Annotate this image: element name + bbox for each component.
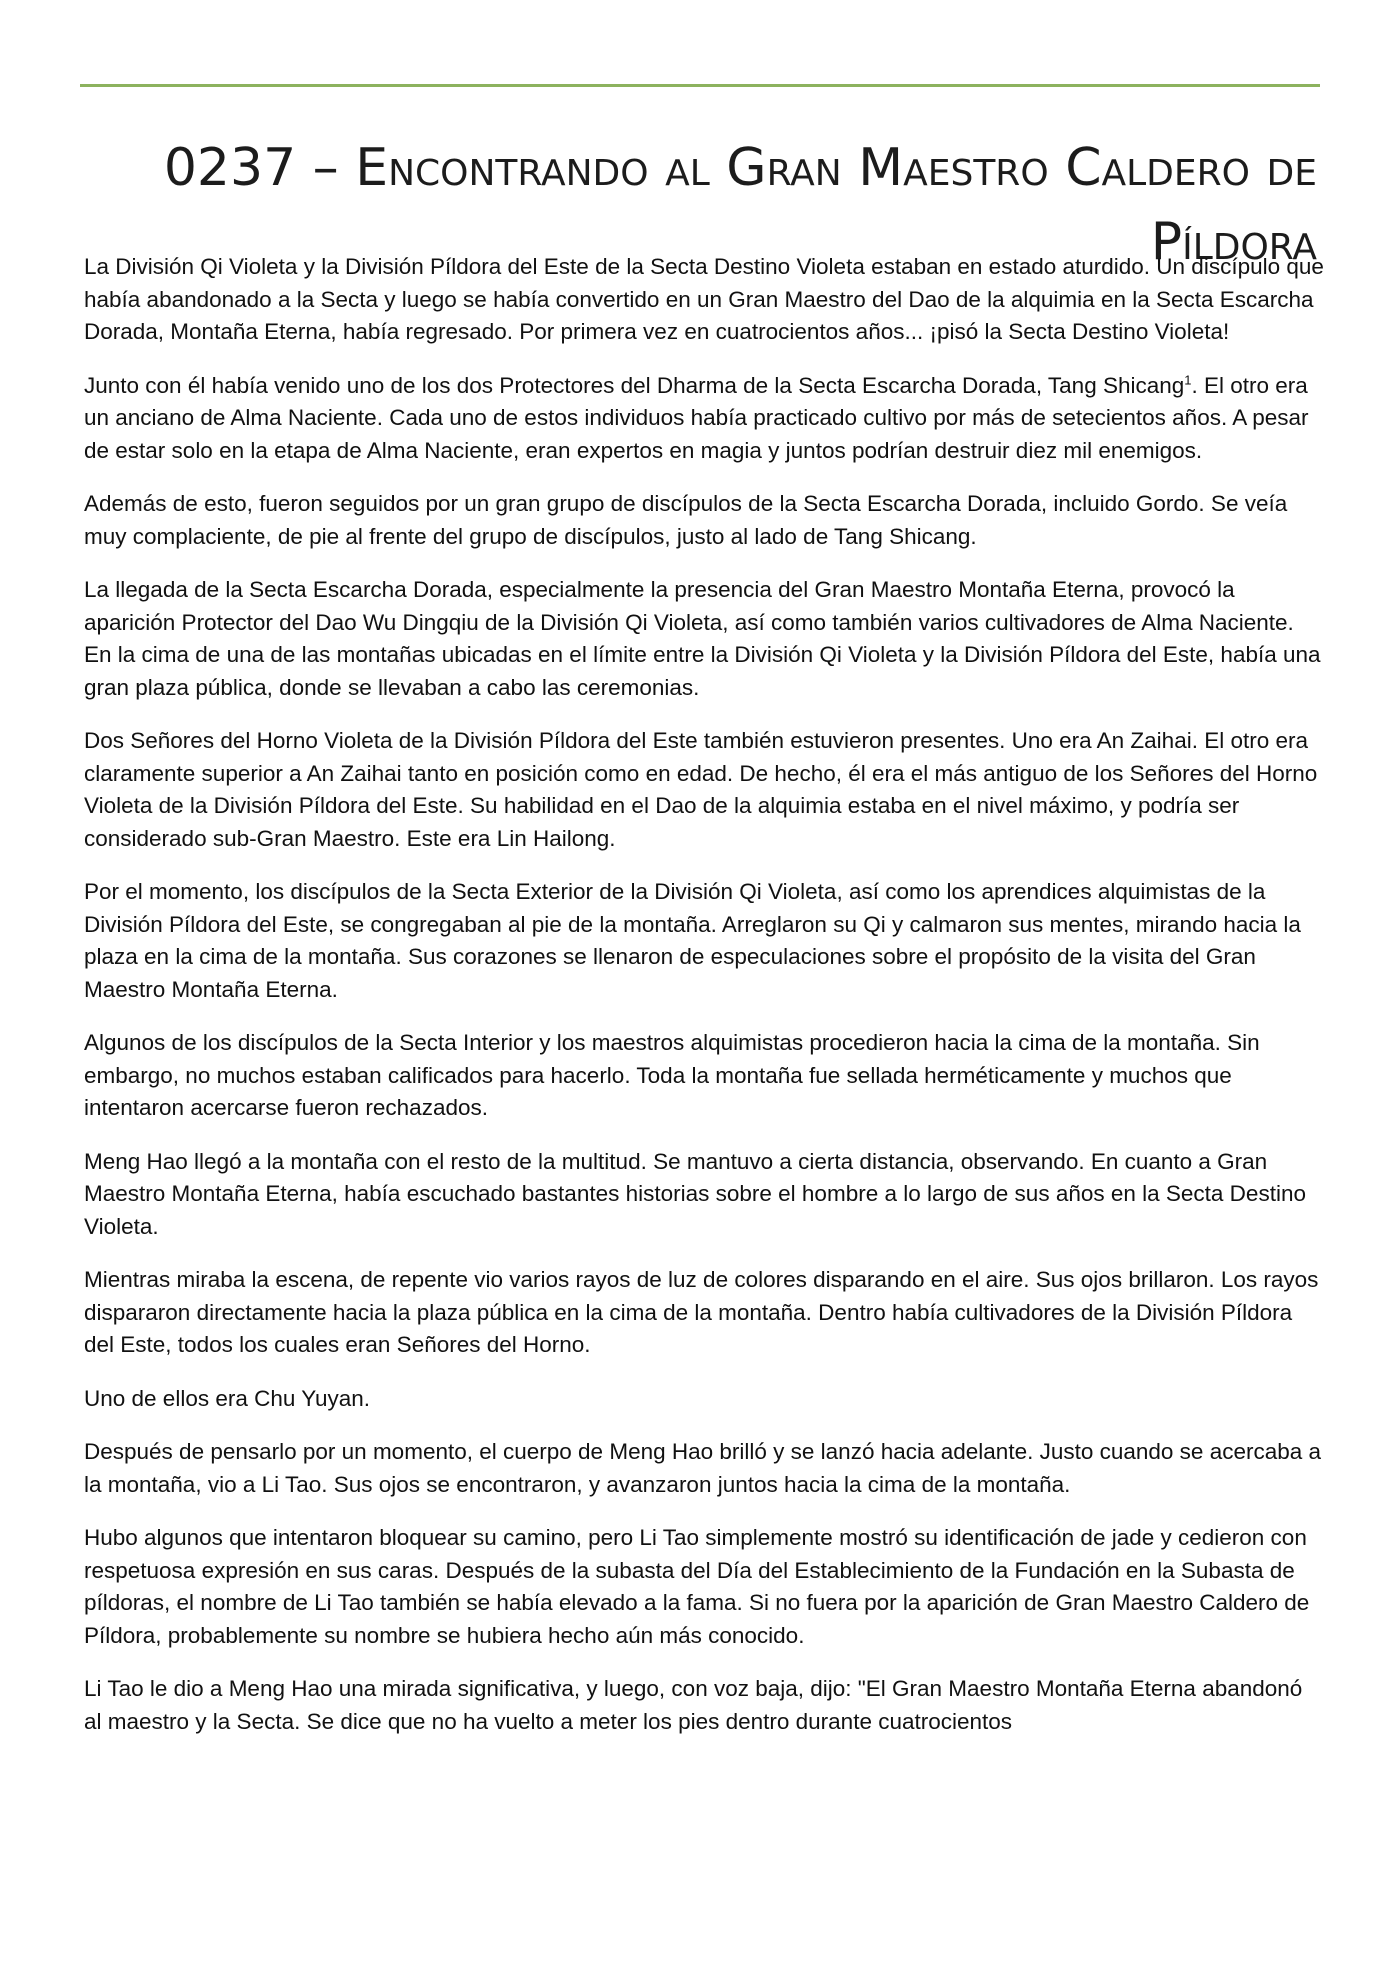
paragraph-text: . El otro era un anciano de Alma Naciente. Cada uno de estos individuos había practicado cultivo por más de setecientos años. A pesar de estar solo en la etapa de Alma Naciente, eran expertos en magia y juntos podrían destruir diez mil enemigos. bbox=[84, 372, 1309, 463]
header-rule bbox=[80, 84, 1320, 87]
paragraph: Después de pensarlo por un momento, el cuerpo de Meng Hao brilló y se lanzó hacia adelante. Justo cuando se acercaba a la montaña, vio a Li Tao. Sus ojos se encontraron, y avanzaron juntos hacia la cima de la montaña. bbox=[84, 1439, 1322, 1497]
paragraph: Dos Señores del Horno Violeta de la División Píldora del Este también estuvieron presentes. Uno era An Zaihai. El otro era claramente superior a An Zaihai tanto en posición como en edad. De hecho, él era el más antiguo de los Señores del Horno Violeta de la División Píldora del Este. Su habilidad en el Dao de la alquimia estaba en el nivel máximo, y podría ser considerado sub-Gran Maestro. Este era Lin Hailong. bbox=[84, 728, 1318, 851]
paragraph: La llegada de la Secta Escarcha Dorada, especialmente la presencia del Gran Maestro Montaña Eterna, provocó la aparición Protector del Dao Wu Dingqiu de la División Qi Violeta, así como también varios cultivadores de Alma Naciente. En la cima de una de las montañas ubicadas en el límite entre la División Qi Violeta y la División Píldora del Este, había una gran plaza pública, donde se llevaban a cabo las ceremonias. bbox=[84, 577, 1321, 700]
chapter-body bbox=[84, 251, 1324, 1759]
paragraph: Algunos de los discípulos de la Secta Interior y los maestros alquimistas procedieron hacia la cima de la montaña. Sin embargo, no muchos estaban calificados para hacerlo. Toda la montaña fue sellada herméticamente y muchos que intentaron acercarse fueron rechazados. bbox=[84, 1030, 1260, 1120]
paragraph: Mientras miraba la escena, de repente vio varios rayos de luz de colores disparando en el aire. Sus ojos brillaron. Los rayos dispararon directamente hacia la plaza pública en la cima de la montaña. Dentro había cultivadores de la División Píldora del Este, todos los cuales eran Señores del Horno. bbox=[84, 1267, 1319, 1357]
paragraph: La División Qi Violeta y la División Píldora del Este de la Secta Destino Violeta estaban en estado aturdido. Un discípulo que había abandonado a la Secta y luego se había convertido en un Gran Maestro del Dao de la alquimia en la Secta Escarcha Dorada, Montaña Eterna, había regresado. Por primera vez en cuatrocientos años... ¡pisó la Secta Destino Violeta! bbox=[84, 254, 1324, 344]
paragraph: Además de esto, fueron seguidos por un gran grupo de discípulos de la Secta Escarcha Dorada, incluido Gordo. Se veía muy complaciente, de pie al frente del grupo de discípulos, justo al lado de Tang Shicang. bbox=[84, 491, 1288, 549]
paragraph bbox=[84, 370, 1324, 468]
chapter-title-line-2: Píldora bbox=[1150, 211, 1317, 272]
chapter-title-line-1: 0237 – Encontrando al Gran Maestro Caldero de bbox=[163, 137, 1317, 198]
footnote-marker[interactable]: 1 bbox=[1184, 372, 1192, 387]
paragraph: Li Tao le dio a Meng Hao una mirada significativa, y luego, con voz baja, dijo: "El Gran Maestro Montaña Eterna abandonó al maestro y la Secta. Se dice que no ha vuelto a meter los pies dentro durante cuatrocientos bbox=[84, 1676, 1303, 1734]
paragraph: Por el momento, los discípulos de la Secta Exterior de la División Qi Violeta, así como los aprendices alquimistas de la División Píldora del Este, se congregaban al pie de la montaña. Arreglaron su Qi y calmaron sus mentes, mirando hacia la plaza en la cima de la montaña. Sus corazones se llenaron de especulaciones sobre el propósito de la visita del Gran Maestro Montaña Eterna. bbox=[84, 879, 1301, 1002]
paragraph: Uno de ellos era Chu Yuyan. bbox=[84, 1385, 371, 1411]
paragraph: Meng Hao llegó a la montaña con el resto de la multitud. Se mantuvo a cierta distancia, observando. En cuanto a Gran Maestro Montaña Eterna, había escuchado bastantes historias sobre el hombre a lo largo de sus años en la Secta Destino Violeta. bbox=[84, 1148, 1306, 1239]
paragraph-text: Junto con él había venido uno de los dos Protectores del Dharma de la Secta Escarcha Dorada, Tang Shicang bbox=[84, 372, 1185, 398]
paragraph: Hubo algunos que intentaron bloquear su camino, pero Li Tao simplemente mostró su identificación de jade y cedieron con respetuosa expresión en sus caras. Después de la subasta del Día del Establecimiento de la Fundación en la Subasta de píldoras, el nombre de Li Tao también se había elevado a la fama. Si no fuera por la aparición de Gran Maestro Caldero de Píldora, probablemente su nombre se hubiera hecho aún más conocido. bbox=[84, 1525, 1310, 1648]
